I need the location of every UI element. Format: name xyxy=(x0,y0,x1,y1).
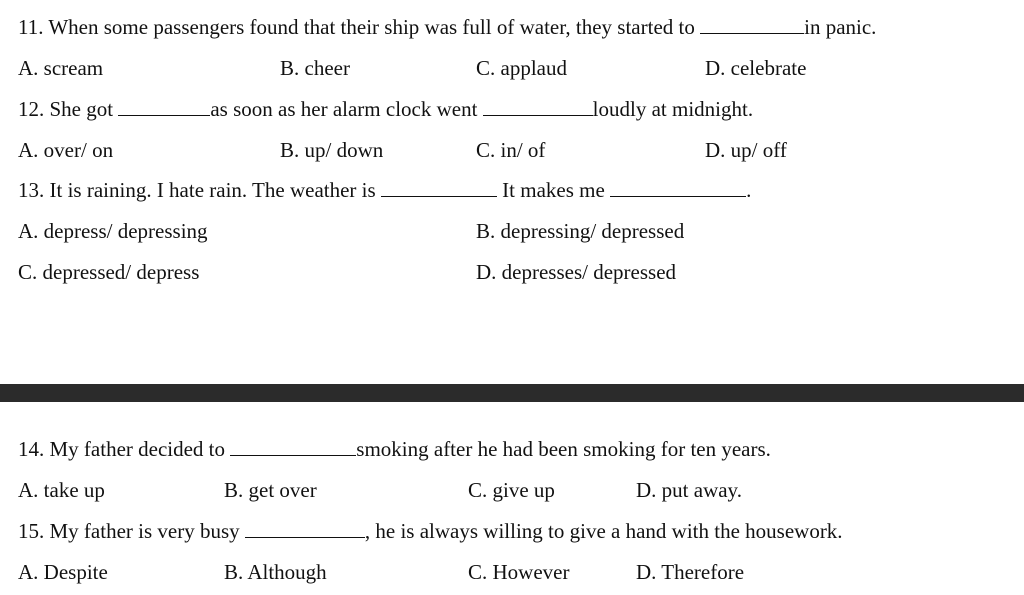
answer-blank[interactable] xyxy=(230,437,356,456)
option-a[interactable]: A. depress/ depressing xyxy=(18,219,208,243)
question-12 xyxy=(18,96,753,122)
question-text: My father is very busy xyxy=(49,519,240,543)
question-text: . xyxy=(746,178,752,202)
question-number: 14. xyxy=(18,437,45,461)
question-15 xyxy=(18,518,843,544)
question-13 xyxy=(18,177,751,203)
question-text: as soon as her alarm clock went xyxy=(210,97,478,121)
answer-blank[interactable] xyxy=(700,15,804,34)
question-text: loudly at midnight. xyxy=(592,97,754,121)
option-b[interactable]: B. Although xyxy=(224,560,327,584)
option-b[interactable]: B. depressing/ depressed xyxy=(476,219,685,243)
question-number: 11. xyxy=(18,15,44,39)
question-text: My father decided to xyxy=(49,437,226,461)
option-b[interactable]: B. up/ down xyxy=(280,138,384,162)
option-d[interactable]: D. put away. xyxy=(636,478,742,502)
answer-blank[interactable] xyxy=(245,519,365,538)
option-d[interactable]: D. up/ off xyxy=(705,138,787,162)
option-b[interactable]: B. get over xyxy=(224,478,317,502)
answer-blank[interactable] xyxy=(381,178,497,197)
option-b[interactable]: B. cheer xyxy=(280,56,350,80)
answer-blank[interactable] xyxy=(483,97,593,116)
option-a[interactable]: A. over/ on xyxy=(18,138,114,162)
question-text: smoking after he had been smoking for ten years. xyxy=(356,437,771,461)
option-a[interactable]: A. Despite xyxy=(18,560,108,584)
question-text: She got xyxy=(49,97,114,121)
option-a[interactable]: A. take up xyxy=(18,478,105,502)
option-d[interactable]: D. Therefore xyxy=(636,560,745,584)
option-c[interactable]: C. depressed/ depress xyxy=(18,260,200,284)
question-text: , he is always willing to give a hand with the housework. xyxy=(364,519,843,543)
option-c[interactable]: C. applaud xyxy=(476,56,567,80)
option-c[interactable]: C. However xyxy=(468,560,570,584)
option-d[interactable]: D. celebrate xyxy=(705,56,807,80)
question-text: in panic. xyxy=(804,15,877,39)
answer-blank[interactable] xyxy=(118,97,210,116)
question-11 xyxy=(18,14,876,40)
answer-blank[interactable] xyxy=(610,178,746,197)
option-a[interactable]: A. scream xyxy=(18,56,104,80)
option-c[interactable]: C. give up xyxy=(468,478,555,502)
question-14 xyxy=(18,436,771,462)
question-text: It is raining. I hate rain. The weather is xyxy=(49,178,376,202)
question-number: 13. xyxy=(18,178,45,202)
page-divider xyxy=(0,384,1024,402)
question-number: 12. xyxy=(18,97,45,121)
question-text: It makes me xyxy=(502,178,605,202)
option-d[interactable]: D. depresses/ depressed xyxy=(476,260,677,284)
option-c[interactable]: C. in/ of xyxy=(476,138,546,162)
question-text: When some passengers found that their ship was full of water, they started to xyxy=(48,15,695,39)
question-number: 15. xyxy=(18,519,45,543)
